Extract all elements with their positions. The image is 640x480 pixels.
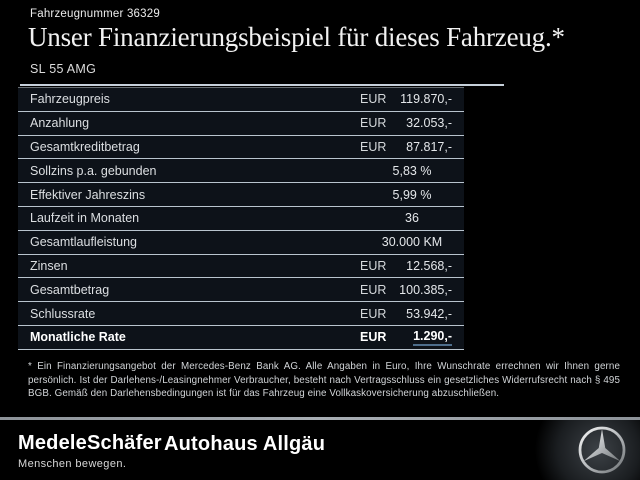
dealer-logo-block — [18, 432, 162, 470]
row-label: Gesamtlaufleistung — [30, 235, 138, 250]
row-label: Gesamtkreditbetrag — [30, 139, 140, 154]
row-value: 12.568,- — [406, 258, 452, 273]
row-currency: EUR — [360, 282, 387, 297]
financing-table — [18, 87, 464, 350]
row-label: Monatliche Rate — [30, 330, 126, 345]
vehicle-model: SL 55 AMG — [30, 62, 97, 76]
row-currency: EUR — [360, 330, 387, 345]
row-value: 30.000 KM — [381, 235, 443, 250]
row-label: Sollzins p.a. gebunden — [30, 163, 157, 178]
header-divider — [20, 84, 504, 86]
vehicle-number: Fahrzeugnummer 36329 — [30, 8, 160, 20]
table-row — [18, 112, 464, 136]
row-currency: EUR — [360, 258, 387, 273]
table-row — [18, 88, 464, 112]
row-value: 5,99 % — [392, 187, 432, 202]
table-row — [18, 231, 464, 255]
row-label: Effektiver Jahreszins — [30, 187, 146, 202]
row-currency: EUR — [360, 139, 387, 154]
row-value: 53.942,- — [406, 306, 452, 321]
row-label: Zinsen — [30, 258, 68, 273]
row-label: Anzahlung — [30, 116, 90, 131]
footer-bar — [0, 420, 640, 480]
row-value: 32.053,- — [406, 116, 452, 131]
row-value: 5,83 % — [392, 163, 432, 178]
table-row — [18, 302, 464, 326]
row-value: 87.817,- — [406, 139, 452, 154]
row-currency: EUR — [360, 92, 387, 107]
row-value: 1.290,- — [413, 329, 452, 346]
row-label: Laufzeit in Monaten — [30, 211, 140, 226]
table-row — [18, 136, 464, 160]
row-currency: EUR — [360, 306, 387, 321]
table-row — [18, 326, 464, 350]
table-row — [18, 159, 464, 183]
row-value: 36 — [405, 211, 419, 226]
row-label: Schlussrate — [30, 306, 96, 321]
row-label: Gesamtbetrag — [30, 282, 110, 297]
page-title: Unser Finanzierungsbeispiel für dieses Fahrzeug.* — [28, 22, 565, 52]
dealer-wordmark: MedeleSchäfer — [18, 432, 162, 454]
dealer-tagline: Menschen bewegen. — [18, 458, 127, 470]
mercedes-star-icon — [577, 425, 627, 475]
table-row — [18, 207, 464, 231]
footnote-text: * Ein Finanzierungsangebot der Mercedes-Benz Bank AG. Alle Angaben in Euro, Ihre Wunschrate errechnen wir Ihnen gerne persönlich. Ist der Darlehens-/Leasingnehmer Verbraucher, besteht nach Vertragsschluss ein gesetzliches Widerrufsrecht nach § 495 BGB. Gemäß den Darlehensbedingungen ist für das Fahrzeug eine Vollkaskoversicherung abzuschließen. — [28, 361, 620, 399]
row-value: 119.870,- — [400, 92, 452, 107]
partner-wordmark: Autohaus Allgäu — [164, 433, 326, 455]
row-currency: EUR — [360, 116, 387, 131]
row-label: Fahrzeugpreis — [30, 92, 110, 107]
row-value: 100.385,- — [399, 282, 452, 297]
table-row — [18, 183, 464, 207]
table-row — [18, 278, 464, 302]
table-row — [18, 255, 464, 279]
